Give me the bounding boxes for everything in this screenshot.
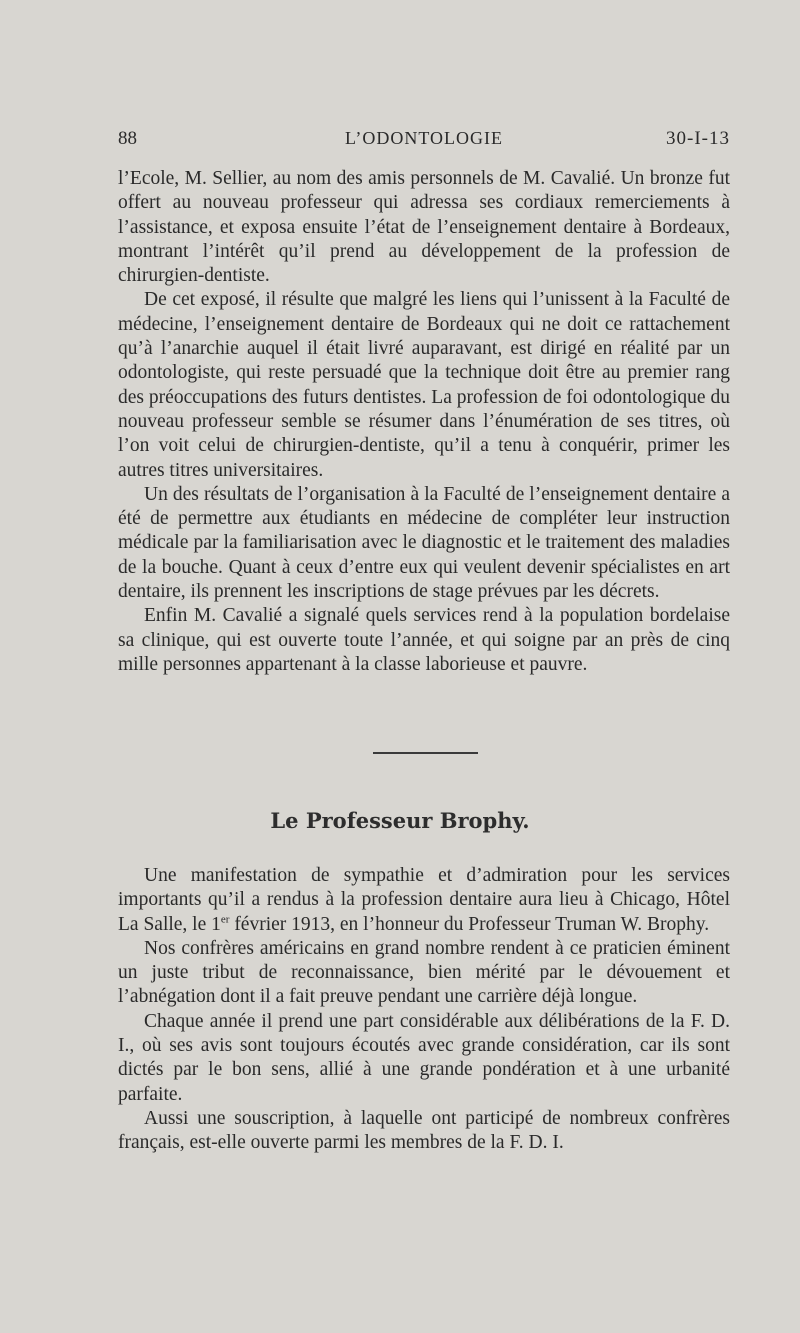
- paragraph: [118, 864, 730, 937]
- paragraph-text: Une manifestation de sympathie et d’admiration pour les services importants qu’il a rendus à la profession dentaire aura lieu à Chicago, Hôtel La Salle, le 1: [118, 865, 730, 935]
- ordinal-superscript: er: [220, 913, 230, 926]
- article-continuation: [118, 167, 730, 677]
- paragraph: l’Ecole, M. Sellier, au nom des amis personnels de M. Cavalié. Un bronze fut offert au nouveau professeur qui adressa ses cordiaux remerciements à l’assistance, et exposa ensuite l’état de l’enseignement dentaire à Bordeaux, montrant l’intérêt qu’il prend au développement de la profession de chirurgien-dentiste.: [118, 168, 730, 287]
- page-number: 88: [118, 128, 137, 149]
- paragraph: Nos confrères américains en grand nombre rendent à ce praticien éminent un juste tribut de reconnaissance, bien mérité par le dévouement et l’abnégation dont il a fait preuve pendant une carrière déjà longue.: [118, 937, 730, 1008]
- journal-title: L’ODONTOLOGIE: [345, 128, 503, 148]
- paragraph-text: février 1913, en l’honneur du Professeur Truman W. Brophy.: [229, 913, 710, 935]
- paragraph: De cet exposé, il résulte que malgré les liens qui l’unissent à la Faculté de médecine, l’enseignement dentaire de Bordeaux qui ne doit ce rattachement qu’à l’anarchie auquel il était livré auparavant, est dirigé en réalité par un odontologiste, qui reste persuadé que la technique doit être au premier rang des préoccupations des futurs dentistes. La profession de foi odontologique du nouveau professeur semble se résumer dans l’énumération de ses titres, où l’on voit celui de chirurgien-dentiste, qu’il a tenu à conquérir, primer les autres titres universitaires.: [118, 289, 730, 481]
- section-heading: Le Professeur Brophy.: [270, 808, 530, 833]
- section-divider: [373, 752, 478, 754]
- brophy-article: [118, 864, 730, 1156]
- issue-date: 30-I-13: [666, 128, 730, 149]
- running-header: [118, 128, 730, 158]
- paragraph: Un des résultats de l’organisation à la Faculté de l’enseignement dentaire a été de permettre aux étudiants en médecine de compléter leur instruction médicale par la familiarisation avec le diagnostic et le traitement des maladies de la bouche. Quant à ceux d’entre eux qui veulent devenir spécialistes en art dentaire, ils prennent les inscriptions de stage prévues par les décrets.: [118, 483, 730, 603]
- paragraph: Aussi une souscription, à laquelle ont participé de nombreux confrères français, est-elle ouverte parmi les membres de la F. D. I.: [118, 1107, 730, 1154]
- paragraph: Chaque année il prend une part considérable aux délibérations de la F. D. I., où ses avis sont toujours écoutés avec grande considération, car ils sont dictés par le bon sens, allié à une grande pondération et à une urbanité parfaite.: [118, 1010, 730, 1105]
- paragraph: Enfin M. Cavalié a signalé quels services rend à la population bordelaise sa clinique, qui est ouverte toute l’année, et qui soigne par an près de cinq mille personnes appartenant à la classe laborieuse et pauvre.: [118, 605, 730, 675]
